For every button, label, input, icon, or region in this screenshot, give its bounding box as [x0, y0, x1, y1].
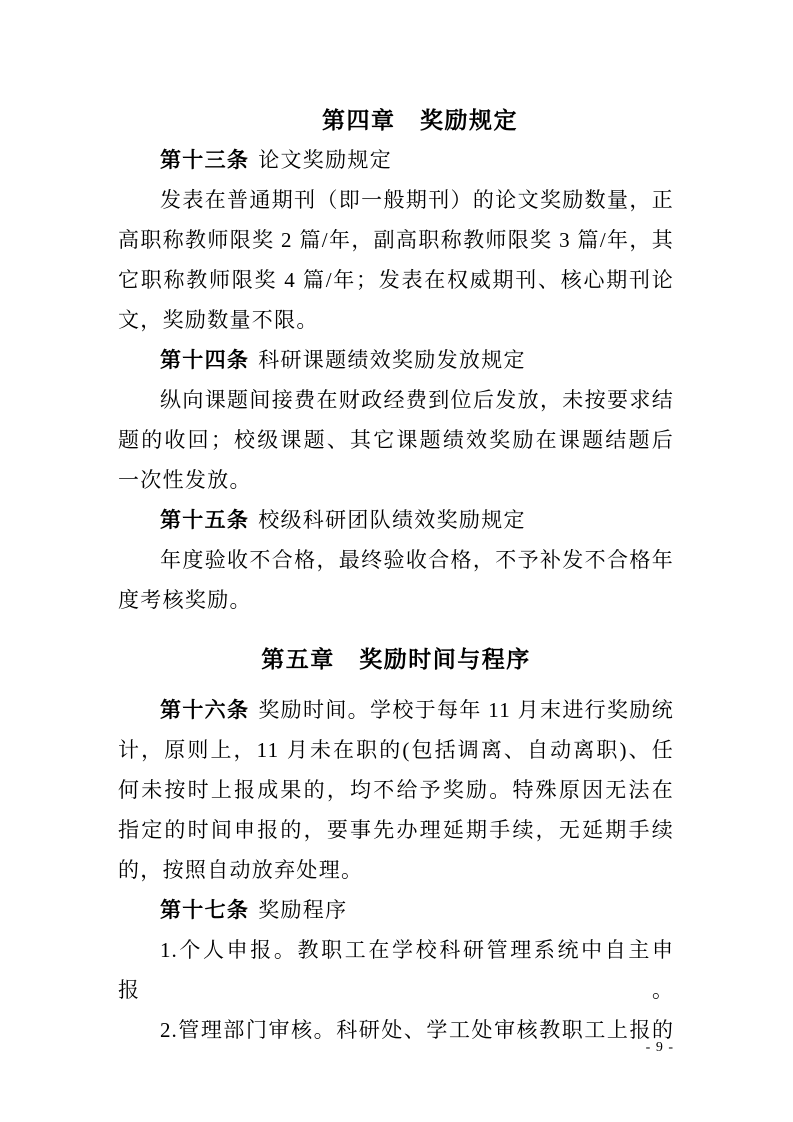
page-content — [118, 100, 674, 1050]
chapter-5-heading: 第五章 奖励时间与程序 — [261, 646, 531, 672]
page-number: - 9 - — [645, 1040, 674, 1055]
chapter-4-heading: 第四章 奖励规定 — [322, 107, 518, 133]
article-17-heading — [118, 890, 674, 930]
procedure-item-1: 1.个人申报。教职工在学校科研管理系统中自主申报。 — [118, 938, 674, 1002]
article-14-title: 科研课题绩效奖励发放规定 — [258, 348, 526, 372]
article-13-label: 第十三条 — [160, 148, 250, 172]
procedure-item-2: 2.管理部门审核。科研处、学工处审核教职工上报的 — [160, 1018, 674, 1042]
article-13-paragraph: 发表在普通期刊（即一般期刊）的论文奖励数量，正高职称教师限奖 2 篇/年，副高职称教师限奖 3 篇/年，其它职称教师限奖 4 篇/年；发表在权威期刊、核心期刊论文，奖励数量不限。 — [118, 188, 674, 332]
article-13-title: 论文奖励规定 — [258, 148, 393, 172]
article-14-heading — [118, 340, 674, 380]
article-14-paragraph: 纵向课题间接费在财政经费到位后发放，未按要求结题的收回；校级课题、其它课题绩效奖励在课题结题后一次性发放。 — [118, 388, 674, 492]
article-15-title: 校级科研团队绩效奖励规定 — [258, 508, 526, 532]
article-16-label: 第十六条 — [160, 698, 250, 722]
article-14-label: 第十四条 — [160, 348, 250, 372]
article-17-label: 第十七条 — [160, 898, 250, 922]
article-16-paragraph — [118, 690, 674, 890]
article-16-text: 奖励时间。学校于每年 11 月末进行奖励统计，原则上，11 月未在职的(包括调离、自动离职)、任何未按时上报成果的，均不给予奖励。特殊原因无法在指定的时间申报的，要事先办理延期手续，无延期手续的，按照自动放弃处理。 — [118, 698, 674, 882]
article-15-label: 第十五条 — [160, 508, 250, 532]
article-17-title: 奖励程序 — [258, 898, 348, 922]
article-15-heading — [118, 500, 674, 540]
article-15-paragraph: 年度验收不合格，最终验收合格，不予补发不合格年度考核奖励。 — [118, 548, 674, 612]
article-13-heading — [118, 140, 674, 180]
